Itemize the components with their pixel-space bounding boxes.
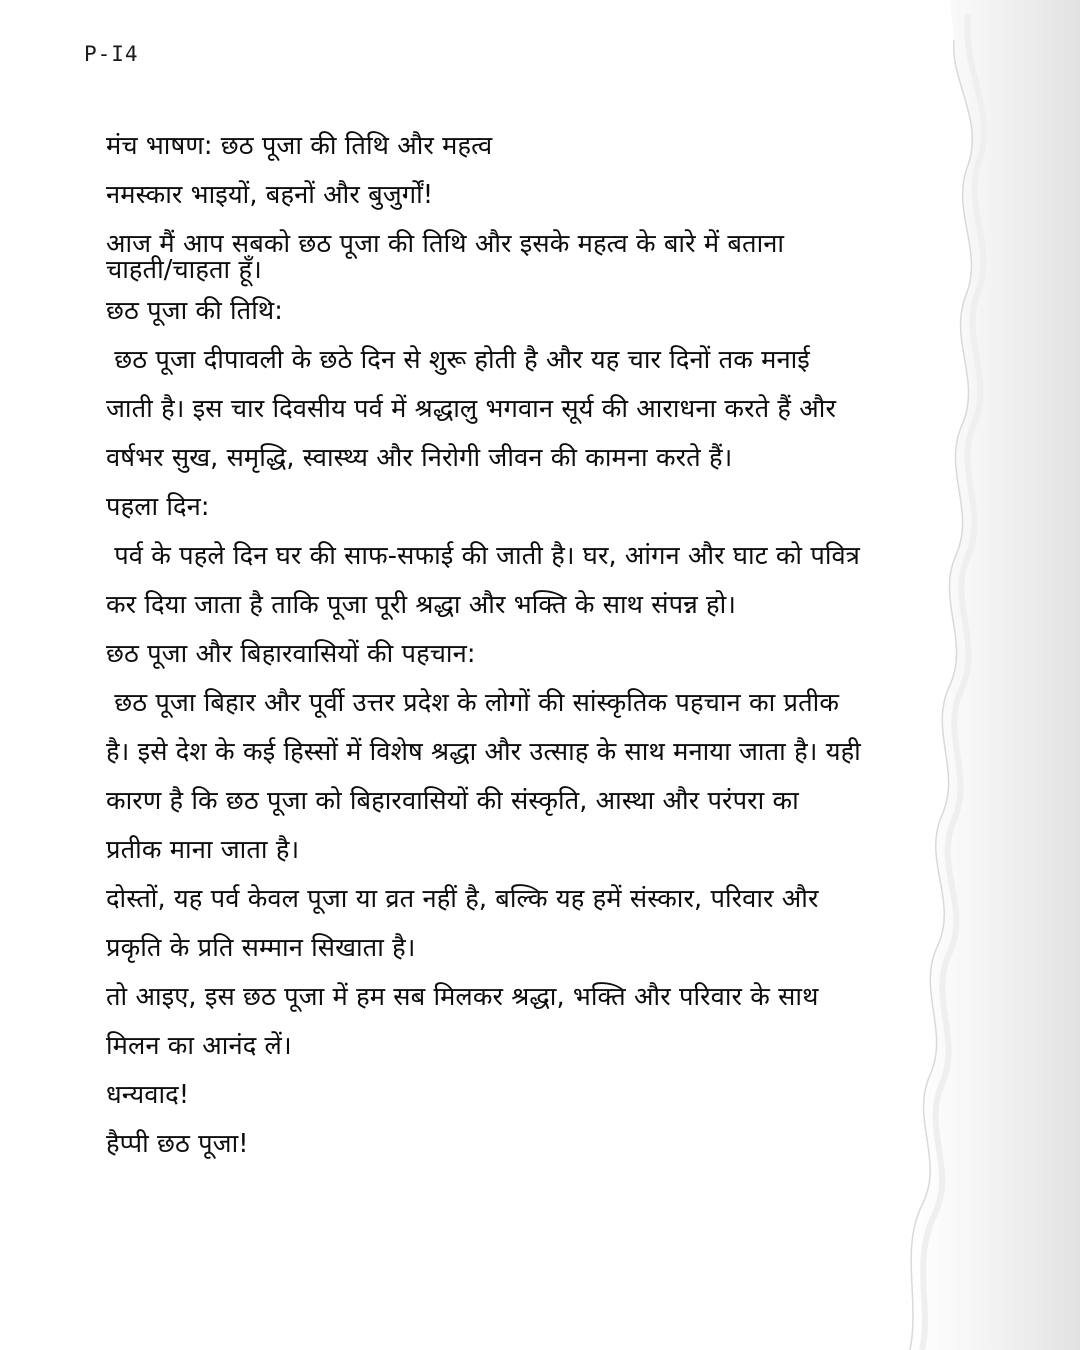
speech-line: वर्षभर सुख, समृद्धि, स्वास्थ्य और निरोगी जीवन की कामना करते हैं। <box>106 443 733 473</box>
speech-body <box>106 122 906 1169</box>
speech-line: धन्यवाद! <box>106 1080 190 1110</box>
speech-line: प्रकृति के प्रति सम्मान सिखाता है। <box>106 933 416 963</box>
speech-line: पर्व के पहले दिन घर की साफ-सफाई की जाती है। घर, आंगन और घाट को पवित्र <box>106 541 860 571</box>
speech-line: छठ पूजा और बिहारवासियों की पहचान: <box>106 639 476 669</box>
speech-line: है। इसे देश के कई हिस्सों में विशेष श्रद्धा और उत्साह के साथ मनाया जाता है। यही <box>106 737 861 767</box>
speech-line: नमस्कार भाइयों, बहनों और बुजुर्गों! <box>106 180 434 210</box>
speech-line: मंच भाषण: छठ पूजा की तिथि और महत्व <box>106 131 493 161</box>
speech-line: चाहती/चाहता हूँ। <box>106 255 262 285</box>
page-code-label: P-I4 <box>84 42 139 66</box>
speech-line: हैप्पी छठ पूजा! <box>106 1129 249 1159</box>
speech-line: आज मैं आप सबको छठ पूजा की तिथि और इसके महत्व के बारे में बताना <box>106 229 785 259</box>
speech-line: दोस्तों, यह पर्व केवल पूजा या व्रत नहीं है, बल्कि यह हमें संस्कार, परिवार और <box>106 884 819 914</box>
speech-line: कर दिया जाता है ताकि पूजा पूरी श्रद्धा और भक्ति के साथ संपन्न हो। <box>106 590 737 620</box>
speech-line: प्रतीक माना जाता है। <box>106 835 300 865</box>
speech-line: पहला दिन: <box>106 492 210 522</box>
speech-line: छठ पूजा बिहार और पूर्वी उत्तर प्रदेश के लोगों की सांस्कृतिक पहचान का प्रतीक <box>106 688 840 718</box>
speech-line: मिलन का आनंद लें। <box>106 1031 292 1061</box>
speech-line: तो आइए, इस छठ पूजा में हम सब मिलकर श्रद्धा, भक्ति और परिवार के साथ <box>106 982 819 1012</box>
speech-line: जाती है। इस चार दिवसीय पर्व में श्रद्धालु भगवान सूर्य की आराधना करते हैं और <box>106 394 836 424</box>
speech-line: छठ पूजा दीपावली के छठे दिन से शुरू होती है और यह चार दिनों तक मनाई <box>106 345 810 375</box>
speech-line: छठ पूजा की तिथि: <box>106 296 283 326</box>
speech-line: कारण है कि छठ पूजा को बिहारवासियों की संस्कृति, आस्था और परंपरा का <box>106 786 799 816</box>
